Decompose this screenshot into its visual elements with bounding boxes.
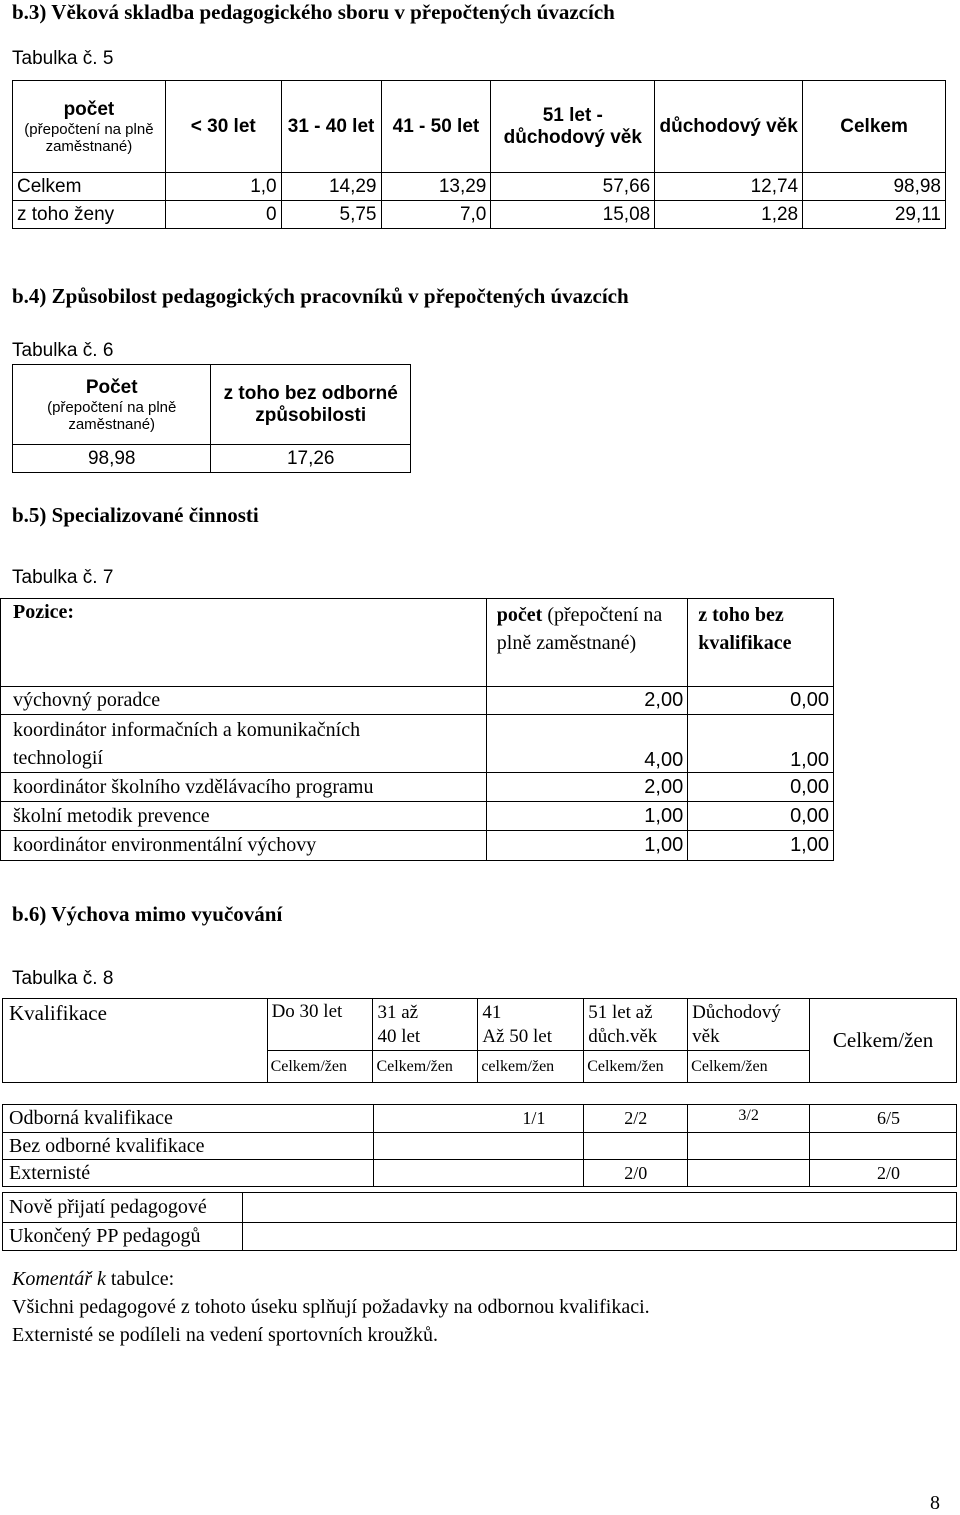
table-5 [12,80,946,229]
table5-caption: Tabulka č. 5 [12,48,114,69]
table6-caption: Tabulka č. 6 [12,340,114,361]
comment-line-2: Externisté se podíleli na vedení sportovních kroužků. [12,1324,439,1346]
table7-header-without: z toho bez kvalifikace [688,599,834,687]
table-8-body [2,1104,957,1187]
table-8-header [2,998,957,1083]
section-b3-title: b.3) Věková skladba pedagogického sboru v přepočtených úvazcích [12,0,615,24]
table-row [13,173,946,201]
table-row [1,715,834,773]
table7-cell-count: 2,00 [486,773,687,802]
table-row [1,773,834,802]
comment-label [12,1265,650,1293]
table5-header-count [13,81,166,173]
table5-cell: 0 [165,201,281,229]
table7-header-position: Pozice: [1,599,487,687]
table5-header-c1: < 30 let [165,81,281,173]
table7-cell-without: 1,00 [688,715,834,773]
table8-row-label: Nově přijatí pedagogové [3,1193,243,1223]
table8-cell: 2/2 [584,1105,688,1133]
table5-cell: 14,29 [281,173,381,201]
table7-cell-count: 2,00 [486,687,687,715]
table8-header-c5-text: Důchodový věk [692,1002,781,1047]
table8-header-c4 [584,999,688,1051]
table8-row-label: Bez odborné kvalifikace [3,1133,374,1160]
table7-cell-count: 1,00 [486,802,687,831]
table5-cell: 57,66 [491,173,655,201]
table7-row-label [1,715,487,773]
table6-header-without: z toho bez odborné způsobilosti [211,365,411,445]
table8-cell [242,1223,956,1251]
table6-cell: 17,26 [211,445,411,473]
table8-header-qual: Kvalifikace [3,999,268,1083]
table5-cell: 7,0 [381,201,491,229]
table6-header-count-main: Počet [85,376,138,398]
table5-cell: 29,11 [803,201,946,229]
table7-row-label: koordinátor školního vzdělávacího programu [1,773,487,802]
table8-cell [373,1160,584,1187]
table8-cell [584,1133,688,1160]
table8-cell: 2/0 [584,1160,688,1187]
table-row [1,802,834,831]
table7-cell-without: 0,00 [688,773,834,802]
table8-header-c2 [373,999,478,1051]
section-b5-title: b.5) Specializované činnosti [12,503,259,527]
comment-label-rest: tabulce: [105,1268,175,1290]
table7-header-count-bold: počet [496,604,543,626]
table8-cell [373,1133,584,1160]
table7-row-label: koordinátor environmentální výchovy [1,831,487,861]
table6-header-count-sub: (přepočtení na plně zaměstnané) [47,398,177,433]
table7-caption: Tabulka č. 7 [12,567,114,588]
comment-label-italic: Komentář k [12,1268,106,1290]
table8-row-label: Externisté [3,1160,374,1187]
table8-cell [242,1193,956,1223]
table5-row-label: z toho ženy [13,201,166,229]
table8-header-c1: Do 30 let [267,999,373,1051]
table5-header-c5: důchodový věk [655,81,803,173]
table5-cell: 1,28 [655,201,803,229]
table8-subheader: Celkem/žen [267,1051,373,1083]
table8-cell [810,1133,957,1160]
table-row [3,1105,957,1133]
table8-cell: 3/2 [688,1105,810,1133]
table8-subheader: Celkem/žen [373,1051,478,1083]
comment-line-1: Všichni pedagogové z tohoto úseku splňují požadavky na odbornou kvalifikaci. [12,1296,650,1318]
table6-cell: 98,98 [13,445,211,473]
table-row [13,201,946,229]
table7-cell-without: 1,00 [688,831,834,861]
table-row [13,445,411,473]
table8-header-c3-b: Až 50 let [482,1026,552,1047]
table-8-tail [2,1192,957,1251]
table5-header-c6: Celkem [803,81,946,173]
table5-header-c3: 41 - 50 let [381,81,491,173]
table8-cell [688,1160,810,1187]
table-row [1,687,834,715]
table8-caption: Tabulka č. 8 [12,968,114,989]
table5-header-c2: 31 - 40 let [281,81,381,173]
section-b6-title: b.6) Výchova mimo vyučování [12,902,283,926]
section-b4-title: b.4) Způsobilost pedagogických pracovníků v přepočtených úvazcích [12,284,629,308]
table-row [3,1193,957,1223]
table7-header-count [486,599,687,687]
table8-header-c4-text: 51 let až důch.věk [588,1002,658,1047]
table8-subheader: Celkem/žen [584,1051,688,1083]
table8-row-label: Odborná kvalifikace [3,1105,374,1133]
table5-header-c4: 51 let - důchodový věk [491,81,655,173]
comment-block [12,1265,650,1349]
table-row [3,1133,957,1160]
page-number: 8 [930,1492,940,1514]
table7-cell-without: 0,00 [688,802,834,831]
table5-cell: 13,29 [381,173,491,201]
table-6 [12,364,411,473]
table8-header-c5 [688,999,810,1051]
table5-header-count-main: počet [63,98,115,120]
table8-cell: 1/1 [373,1105,584,1133]
table5-cell: 12,74 [655,173,803,201]
table7-cell-count: 4,00 [486,715,687,773]
table8-header-total: Celkem/žen [810,999,957,1083]
table5-cell: 98,98 [803,173,946,201]
table8-subheader: celkem/žen [478,1051,584,1083]
table8-header-c2-text: 31 až 40 let [377,1002,421,1047]
table7-row-label: školní metodik prevence [1,802,487,831]
table7-header-count-rest: (přepočtení na plně zaměstnané) [496,604,663,654]
table8-cell [688,1133,810,1160]
table-row [1,831,834,861]
table7-cell-count: 1,00 [486,831,687,861]
table8-header-c3-a: 41 [482,1002,502,1023]
table8-cell: 2/0 [810,1160,957,1187]
table8-subheader: Celkem/žen [688,1051,810,1083]
table8-row-label: Ukončený PP pedagogů [3,1223,243,1251]
table-row [3,1160,957,1187]
table5-cell: 5,75 [281,201,381,229]
table5-cell: 15,08 [491,201,655,229]
table-row [3,1223,957,1251]
table5-cell: 1,0 [165,173,281,201]
table5-row-label: Celkem [13,173,166,201]
table5-header-count-sub: (přepočtení na plně zaměstnané) [24,120,154,155]
table7-row-label-text: koordinátor informačních a komunikačních technologií [13,718,361,769]
table7-cell-without: 0,00 [688,687,834,715]
table8-cell: 6/5 [810,1105,957,1133]
table-7 [0,598,834,861]
table6-header-count [13,365,211,445]
table7-row-label: výchovný poradce [1,687,487,715]
table8-header-c3 [478,999,584,1051]
